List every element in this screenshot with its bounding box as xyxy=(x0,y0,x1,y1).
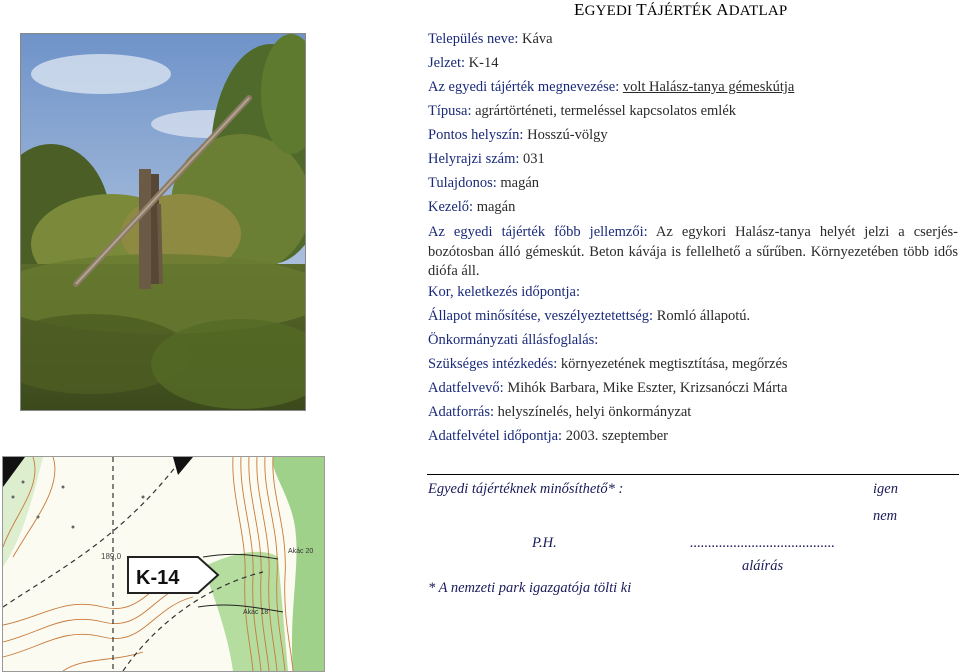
field-value: magán xyxy=(476,199,516,215)
field-manager xyxy=(428,199,515,216)
page-title xyxy=(574,0,787,20)
field-value: 031 xyxy=(523,151,545,167)
sweep-well-image xyxy=(21,34,305,410)
field-features xyxy=(428,223,958,282)
qualify-question: Egyedi tájértéknek minősíthető* : xyxy=(428,481,624,497)
field-label: Állapot minősítése, veszélyeztetettség: xyxy=(428,308,654,324)
field-label: Helyrajzi szám: xyxy=(428,151,520,167)
field-value: környezetének megtisztítása, megőrzés xyxy=(560,356,788,372)
field-condition xyxy=(428,308,750,325)
field-value: magán xyxy=(500,175,540,191)
signature-line: ........................................ xyxy=(690,535,835,551)
divider xyxy=(427,474,959,475)
field-surveyors xyxy=(428,380,787,397)
field-label: Jelzet: xyxy=(428,55,466,71)
field-value: agrártörténeti, termeléssel kapcsolatos emlék xyxy=(475,103,737,119)
qualify-no[interactable]: nem xyxy=(873,508,898,524)
field-value: helyszínelés, helyi önkormányzat xyxy=(497,404,692,420)
signature-label: aláírás xyxy=(742,558,784,574)
field-value: Mihók Barbara, Mike Eszter, Krizsanóczi Márta xyxy=(507,380,788,396)
field-label: Kor, keletkezés időpontja: xyxy=(428,284,581,300)
field-data-source xyxy=(428,404,691,421)
field-settlement xyxy=(428,31,553,48)
field-label: Az egyedi tájérték főbb jellemzői: xyxy=(428,224,648,240)
topographic-map-image xyxy=(3,457,324,671)
field-label: Típusa: xyxy=(428,103,472,119)
field-required-action xyxy=(428,356,788,373)
field-value: Káva xyxy=(522,31,553,47)
field-label: Adatfelvétel időpontja: xyxy=(428,428,563,444)
field-value: Romló állapotú. xyxy=(656,308,751,324)
field-lot-number xyxy=(428,151,545,168)
field-name xyxy=(428,79,794,96)
field-label: Adatfelvevő: xyxy=(428,380,504,396)
field-label: Település neve: xyxy=(428,31,519,47)
map-label-a: Akác 20 xyxy=(288,548,314,555)
field-label: Pontos helyszín: xyxy=(428,127,524,143)
field-value: 2003. szeptember xyxy=(565,428,668,444)
field-label: Tulajdonos: xyxy=(428,175,497,191)
field-label: Az egyedi tájérték megnevezése: xyxy=(428,79,620,95)
field-label: Önkormányzati állásfoglalás: xyxy=(428,332,599,348)
field-location xyxy=(428,127,608,144)
field-label: Adatforrás: xyxy=(428,404,495,420)
field-municipality-position xyxy=(428,332,598,349)
elevation-label: 189,0 xyxy=(101,552,122,561)
field-label: Szükséges intézkedés: xyxy=(428,356,558,372)
field-owner xyxy=(428,175,539,192)
field-code xyxy=(428,55,498,72)
map-label-b: Akác 18 xyxy=(243,609,269,616)
field-label: Kezelő: xyxy=(428,199,474,215)
footnote: * A nemzeti park igazgatója tölti ki xyxy=(428,580,632,596)
field-type xyxy=(428,103,736,120)
stamp-label: P.H. xyxy=(532,535,557,551)
field-survey-date xyxy=(428,428,668,445)
field-age xyxy=(428,284,580,301)
well-photo xyxy=(20,33,306,411)
location-map xyxy=(2,456,325,672)
field-value: K-14 xyxy=(468,55,499,71)
field-value: volt Halász-tanya gémeskútja xyxy=(622,79,795,95)
page-title-text: EGYEDI TÁJÉRTÉK ADATLAP xyxy=(574,0,788,19)
field-value: Az egykori Halász-tanya helyét jelzi a cserjés-bozótosban álló gémeskút. Beton kávája is fellelhető a sűrűben. Környezetében több idős diófa áll. xyxy=(428,224,959,279)
location-marker-label: K-14 xyxy=(136,567,180,589)
field-value: Hosszú-völgy xyxy=(527,127,608,143)
qualify-yes[interactable]: igen xyxy=(873,481,898,497)
